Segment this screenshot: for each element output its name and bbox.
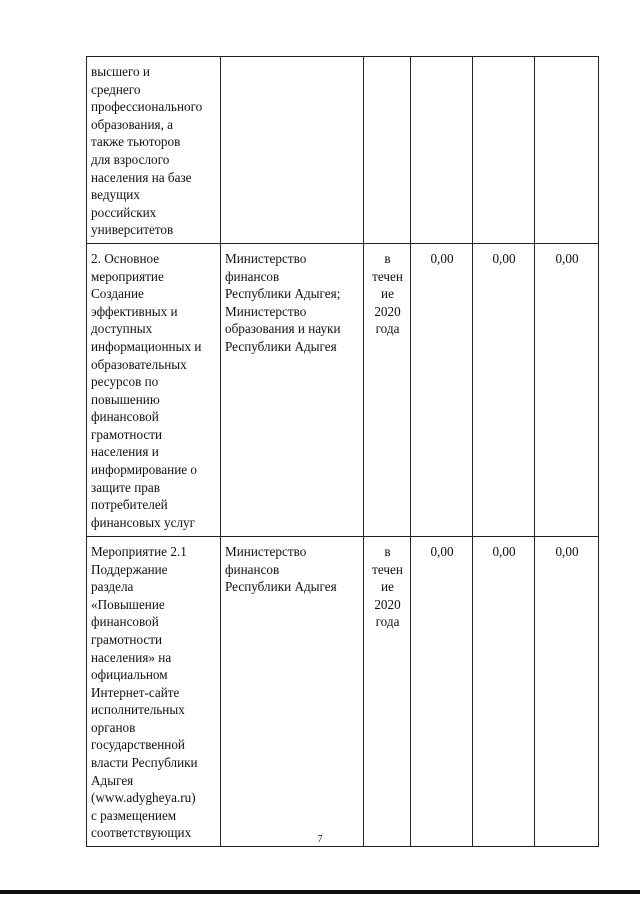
value-cell xyxy=(535,57,599,244)
value-cell: 0,00 xyxy=(411,243,473,536)
program-table xyxy=(86,56,599,847)
table-row xyxy=(87,57,599,244)
value-cell xyxy=(411,57,473,244)
table-row xyxy=(87,243,599,536)
scan-edge-bar xyxy=(0,890,640,894)
period-cell: в течен ие 2020 года xyxy=(364,536,411,846)
executor-cell: Министерство финансов Республики Адыгея; Министерство образования и науки Республики Адыгея xyxy=(221,243,364,536)
table-row xyxy=(87,536,599,846)
value-cell: 0,00 xyxy=(411,536,473,846)
page-number: 7 xyxy=(317,834,323,845)
measure-name-cell: 2. Основное мероприятие Создание эффективных и доступных информационных и образовательных ресурсов по повышению финансовой грамотности населения и информирование о защите прав потребителей финансовых услуг xyxy=(87,243,221,536)
measure-name-cell: высшего и среднего профессионального образования, а также тьюторов для взрослого населения на базе ведущих российских университетов xyxy=(87,57,221,244)
value-cell xyxy=(473,57,535,244)
value-cell: 0,00 xyxy=(535,243,599,536)
executor-cell xyxy=(221,57,364,244)
value-cell: 0,00 xyxy=(535,536,599,846)
period-cell xyxy=(364,57,411,244)
value-cell: 0,00 xyxy=(473,536,535,846)
value-cell: 0,00 xyxy=(473,243,535,536)
executor-cell: Министерство финансов Республики Адыгея xyxy=(221,536,364,846)
measure-name-cell: Мероприятие 2.1 Поддержание раздела «Повышение финансовой грамотности населения» на официальном Интернет-сайте исполнительных органов государственной власти Республики Адыгея (www.adygheya.ru) с размещением соответствующих xyxy=(87,536,221,846)
period-cell: в течен ие 2020 года xyxy=(364,243,411,536)
